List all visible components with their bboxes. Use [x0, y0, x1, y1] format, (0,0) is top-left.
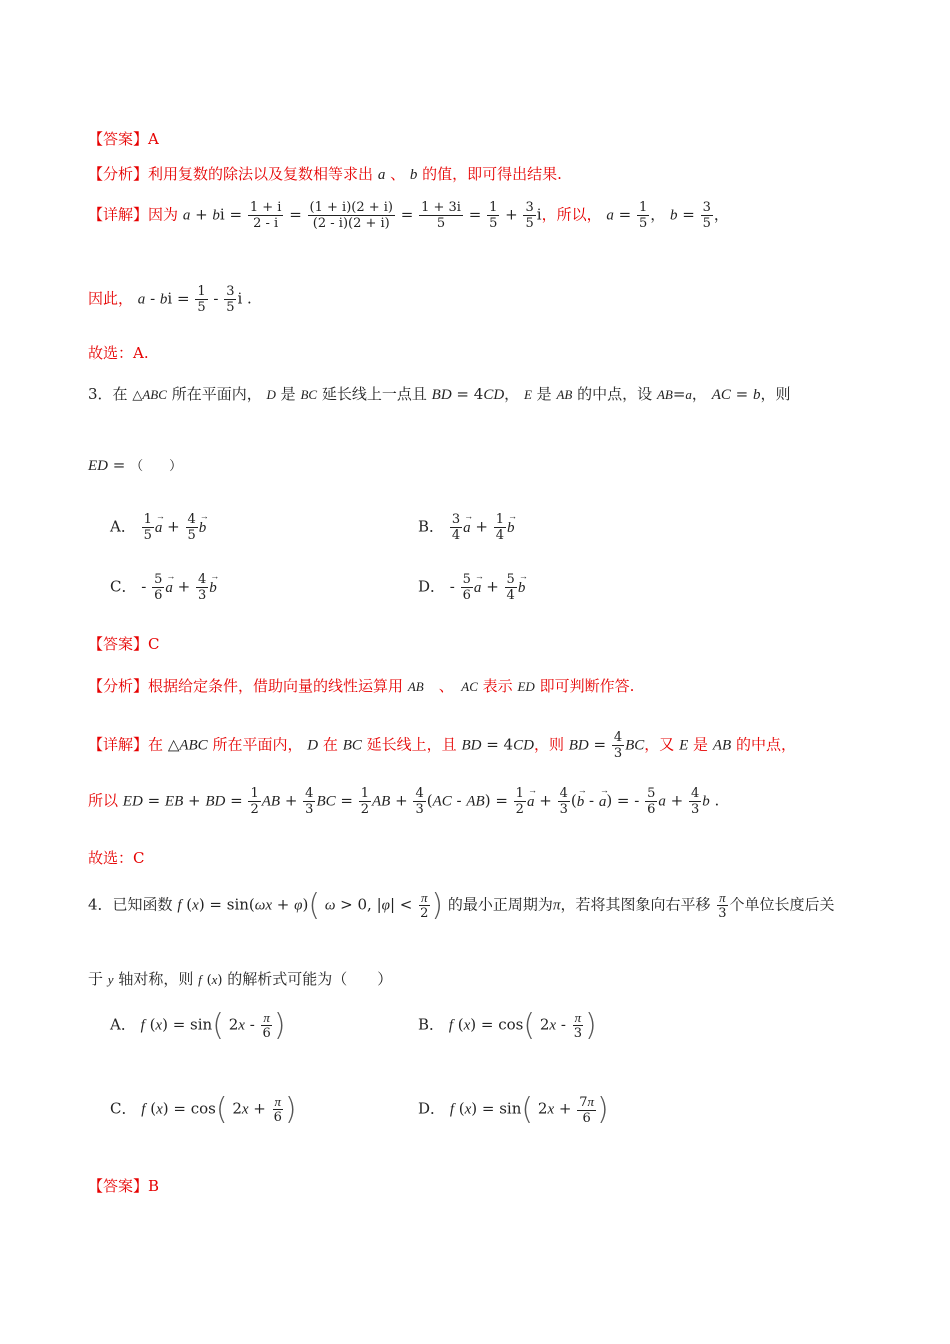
q3-blank: ED = （ ） [88, 456, 183, 474]
q3-option-b[interactable]: B． $\frac{3}{4}$ → a + $\frac{1}{4}$ → b [418, 512, 514, 543]
q2-analysis: 【分析】利用复数的除法以及复数相等求出 a 、 b 的值，即可得出结果. [88, 165, 562, 183]
q3-detail: 【详解】在 △ABC 所在平面内， D 在 BC 延长线上，且 BD = 4CD，则 BD = $\frac{4}{3}$ BC，又 E 是 AB 的中点， [88, 730, 796, 761]
q3-detail-equation: 所以 ED = EB + BD = $\frac{1}{2}$ AB + $\frac{4}{3}$ BC = $\frac{1}{2}$ AB + $\frac{4}{3}$ (AC - AB) = $\frac{1}{2}$ → a + $\frac{4}{3}$ (→ b - → a) = - $\frac{5}{6}$ a + $\frac{4}{3}$ b . [88, 786, 719, 817]
q4-option-a[interactable]: A． f (x) = sin( 2x - $\frac{\pi}{6}$ ) [110, 1008, 286, 1043]
q2-therefore: 因此， a - bi = $\frac{1}{5}$ - $\frac{3}{5}$ i . [88, 284, 252, 315]
q4-stem: 4．已知函数 f (x) = sin(ωx + φ)( ω > 0, |φ| < $\frac{\pi}{2}$ ) 的最小正周期为π，若将其图象向右平移 $\frac{\pi}{3}$ 个单位长度后关 [88, 888, 835, 923]
q3-stem: 3．在 △ABC 所在平面内， D 是 BC 延长线上一点且 BD = 4CD， E 是 AB 的中点，设 AB=a， AC = b，则 [88, 385, 791, 403]
q3-option-d[interactable]: D． - $\frac{5}{6}$ → a + $\frac{5}{4}$ → b [418, 572, 525, 603]
q3-choose: 故选：C [88, 849, 145, 867]
q3-option-c[interactable]: C． - $\frac{5}{6}$ → a + $\frac{4}{3}$ → b [110, 572, 217, 603]
q3-analysis: 【分析】根据给定条件，借助向量的线性运算用 AB 、 AC 表示 ED 即可判断作答. [88, 677, 635, 695]
q2-answer: 【答案】A [88, 130, 159, 148]
q4-stem-2: 于 y 轴对称，则 f (x) 的解析式可能为（ ） [88, 970, 393, 988]
q3-answer: 【答案】C [88, 635, 160, 653]
q3-option-a[interactable]: A． $\frac{1}{5}$ → a + $\frac{4}{5}$ → b [110, 512, 206, 543]
q2-choose: 故选：A. [88, 344, 149, 362]
q4-option-d[interactable]: D． f (x) = sin( 2x + $\frac{7\pi}{6}$ ) [418, 1092, 609, 1127]
q2-detail: 【详解】因为 a + bi = $\frac{1 + i}{2 - i}$ = $\frac{(1 + i)(2 + i)}{(2 - i)(2 + i)}$ = $\frac{1 + 3i}{5}$ = $\frac{1}{5}$ + $\frac{3}{5}$ i，所以， a = $\frac{1}{5}$ ， b = $\frac{3}{5}$ ， [88, 200, 729, 231]
q4-option-c[interactable]: C． f (x) = cos( 2x + $\frac{\pi}{6}$ ) [110, 1092, 297, 1127]
q4-answer: 【答案】B [88, 1177, 160, 1195]
q4-option-b[interactable]: B． f (x) = cos( 2x - $\frac{\pi}{3}$ ) [418, 1008, 597, 1043]
